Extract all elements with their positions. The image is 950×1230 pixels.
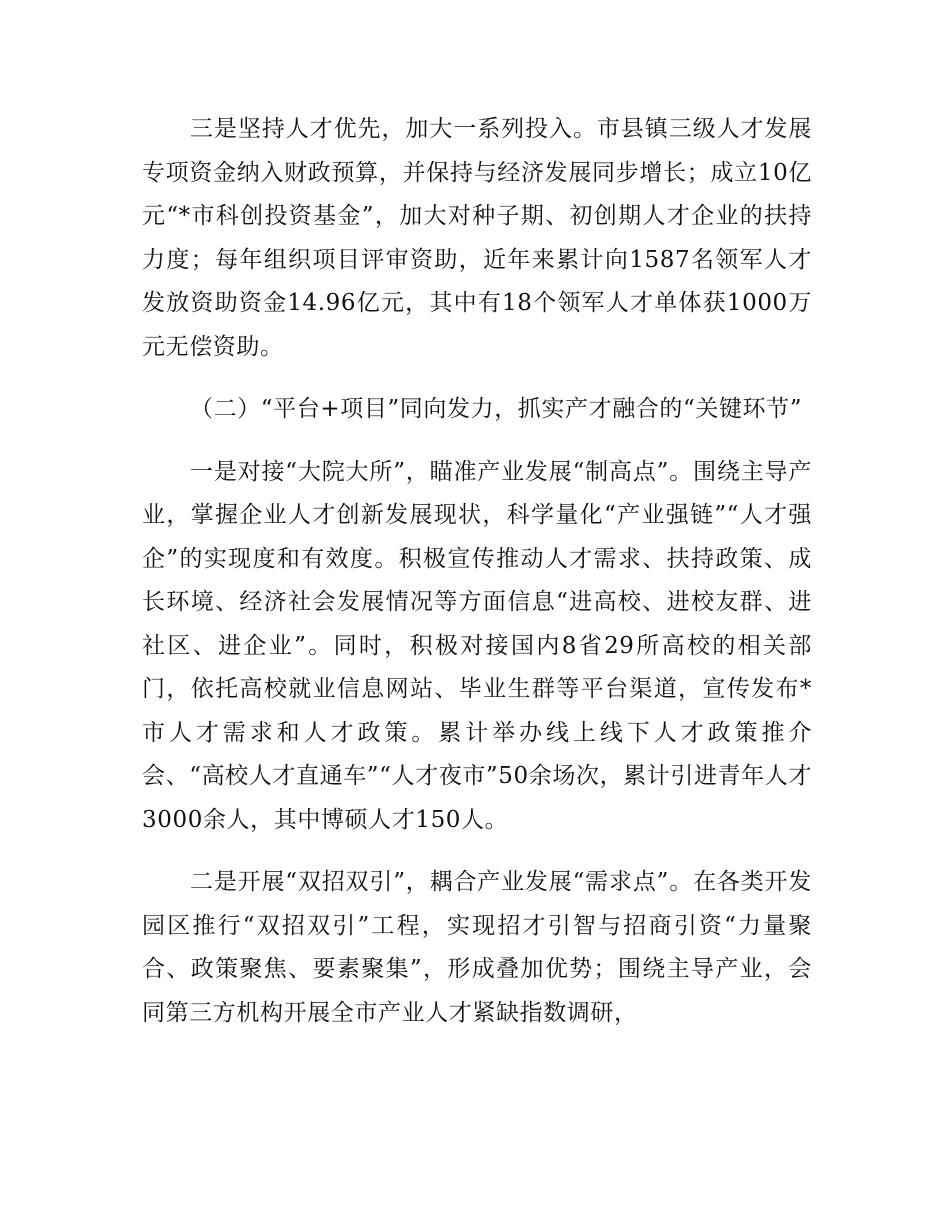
document-page [142, 108, 812, 1054]
paragraph-talent-priority: 三是坚持人才优先，加大一系列投入。市县镇三级人才发展专项资金纳入财政预算，并保持与经济发展同步增长；成立10亿元“*市科创投资基金”，加大对种子期、初创期人才企业的扶持力度；每年组织项目评审资助，近年来累计向1587名领军人才发放资助资金14.96亿元，其中有18个领军人才单体获1000万元无偿资助。 [142, 116, 812, 360]
paragraph-universities: 一是对接“大院大所”，瞄准产业发展“制高点”。围绕主导产业，掌握企业人才创新发展现状，科学量化“产业强链”“人才强企”的实现度和有效度。积极宣传推动人才需求、扶持政策、成长环境、经济社会发展情况等方面信息“进高校、进校友群、进社区、进企业”。同时，积极对接国内8省29所高校的相关部门，依托高校就业信息网站、毕业生群等平台渠道，宣传发布*市人才需求和人才政策。累计举办线上线下人才政策推介会、“高校人才直通车”“人才夜市”50余场次，累计引进青年人才3000余人，其中博硕人才150人。 [142, 458, 812, 833]
paragraph-dual-recruitment: 二是开展“双招双引”，耦合产业发展“需求点”。在各类开发园区推行“双招双引”工程，实现招才引智与招商引资“力量聚合、政策聚焦、要素聚集”，形成叠加优势；围绕主导产业，会同第三方机构开展全市产业人才紧缺指数调研， [142, 869, 812, 1026]
section-heading-platform-project: （二）“平台+项目”同向发力，抓实产才融合的“关键环节” [190, 396, 803, 422]
